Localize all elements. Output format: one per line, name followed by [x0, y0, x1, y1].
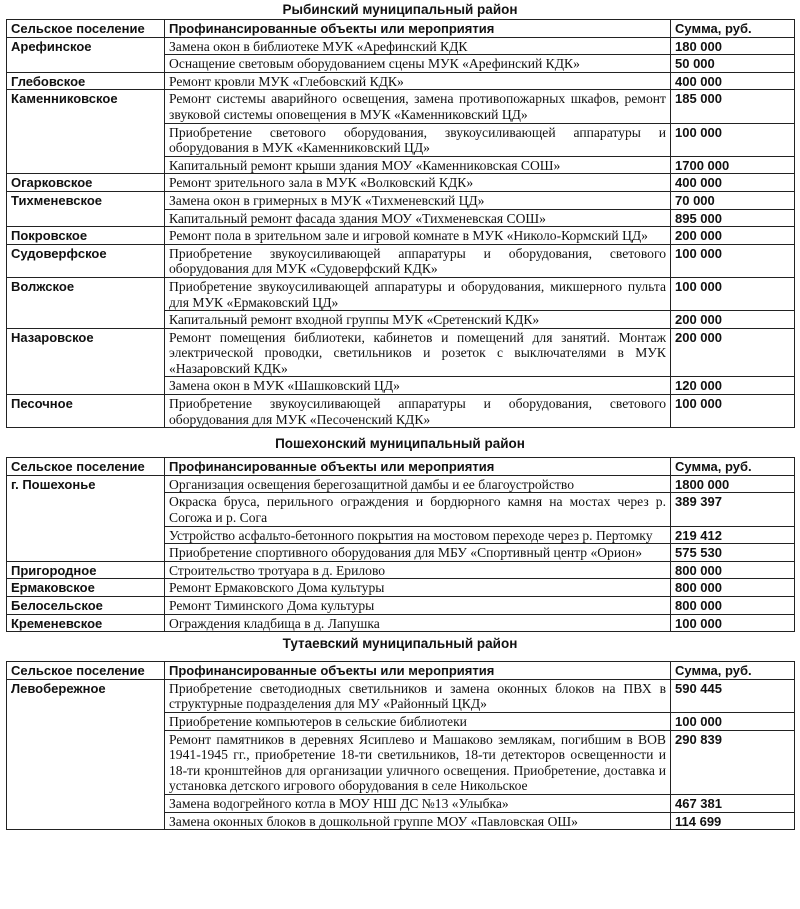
settlement-cell: [7, 730, 165, 794]
section-title-rybinsk: Рыбинский муниципальный район: [282, 2, 518, 17]
settlement-cell: [7, 544, 165, 562]
table-row: [7, 377, 795, 395]
table-row: [7, 311, 795, 329]
settlement-cell: [7, 794, 165, 812]
table-row: [7, 614, 795, 632]
table-row: [7, 244, 795, 277]
amount-cell: 1800 000: [671, 475, 795, 493]
settlement-cell: [7, 55, 165, 73]
amount-cell: 200 000: [671, 227, 795, 245]
amount-cell: 70 000: [671, 191, 795, 209]
amount-cell: 100 000: [671, 395, 795, 428]
table-row: [7, 156, 795, 174]
settlement-cell: Огарковское: [7, 174, 165, 192]
table-row: [7, 794, 795, 812]
settlement-cell: Волжское: [7, 277, 165, 310]
table-row: [7, 561, 795, 579]
amount-cell: 100 000: [671, 244, 795, 277]
table-header-row: [7, 662, 795, 680]
table-header-row: [7, 458, 795, 476]
table-row: [7, 174, 795, 192]
settlement-cell: Ермаковское: [7, 579, 165, 597]
activity-cell: Организация освещения берегозащитной дамбы и ее благоустройство: [165, 475, 671, 493]
table-row: [7, 475, 795, 493]
settlement-cell: [7, 156, 165, 174]
table-row: [7, 90, 795, 123]
activity-cell: Приобретение звукоусиливающей аппаратуры и оборудования, светового оборудования для МУК «Судоверфский КДК»: [165, 244, 671, 277]
settlement-cell: Судоверфское: [7, 244, 165, 277]
section-title-poshekhonye: Пошехонский муниципальный район: [275, 436, 525, 452]
settlement-cell: [7, 123, 165, 156]
table-row: [7, 55, 795, 73]
amount-cell: 200 000: [671, 328, 795, 377]
table-poshekhonye: [6, 457, 795, 632]
header-amount: Сумма, руб.: [671, 458, 795, 476]
activity-cell: Окраска бруса, перильного ограждения и бордюрного камня на мостах через р. Согожа и р. Сога: [165, 493, 671, 526]
activity-cell: Приобретение звукоусиливающей аппаратуры и оборудования, светового оборудования для МУК «Песоченский КДК»: [165, 395, 671, 428]
header-settlement: Сельское поселение: [7, 662, 165, 680]
settlement-cell: Покровское: [7, 227, 165, 245]
amount-cell: 114 699: [671, 812, 795, 830]
header-settlement: Сельское поселение: [7, 20, 165, 38]
settlement-cell: г. Пошехонье: [7, 475, 165, 493]
table-row: [7, 277, 795, 310]
table-row: [7, 597, 795, 615]
activity-cell: Капитальный ремонт крыши здания МОУ «Каменниковская СОШ»: [165, 156, 671, 174]
amount-cell: 200 000: [671, 311, 795, 329]
activity-cell: Ремонт пола в зрительном зале и игровой комнате в МУК «Николо-Кормский ЦД»: [165, 227, 671, 245]
activity-cell: Ремонт зрительного зала в МУК «Волковский КДК»: [165, 174, 671, 192]
header-activities: Профинансированные объекты или мероприятия: [165, 662, 671, 680]
amount-cell: 800 000: [671, 579, 795, 597]
activity-cell: Ремонт помещения библиотеки, кабинетов и помещений для занятий. Монтаж электрической проводки, светильников и розеток с выключателями в МУК «Назаровский КДК»: [165, 328, 671, 377]
amount-cell: 185 000: [671, 90, 795, 123]
table-row: [7, 730, 795, 794]
amount-cell: 290 839: [671, 730, 795, 794]
amount-cell: 180 000: [671, 37, 795, 55]
amount-cell: 219 412: [671, 526, 795, 544]
table-row: [7, 37, 795, 55]
table-row: [7, 579, 795, 597]
amount-cell: 800 000: [671, 561, 795, 579]
activity-cell: Ремонт Тиминского Дома культуры: [165, 597, 671, 615]
amount-cell: 100 000: [671, 712, 795, 730]
settlement-cell: Назаровское: [7, 328, 165, 377]
amount-cell: 400 000: [671, 72, 795, 90]
amount-cell: 575 530: [671, 544, 795, 562]
activity-cell: Капитальный ремонт входной группы МУК «Сретенский КДК»: [165, 311, 671, 329]
settlement-cell: Каменниковское: [7, 90, 165, 123]
activity-cell: Замена окон в библиотеке МУК «Арефинский КДК: [165, 37, 671, 55]
table-row: [7, 493, 795, 526]
activity-cell: Ремонт кровли МУК «Глебовский КДК»: [165, 72, 671, 90]
settlement-cell: Кременевское: [7, 614, 165, 632]
activity-cell: Ограждения кладбища в д. Лапушка: [165, 614, 671, 632]
table-row: [7, 209, 795, 227]
settlement-cell: [7, 812, 165, 830]
settlement-cell: [7, 526, 165, 544]
activity-cell: Приобретение светодиодных светильников и замена оконных блоков на ПВХ в структурные подразделения для МУ «Районный ЦКД»: [165, 679, 671, 712]
table-row: [7, 72, 795, 90]
amount-cell: 120 000: [671, 377, 795, 395]
settlement-cell: [7, 493, 165, 526]
activity-cell: Ремонт системы аварийного освещения, замена противопожарных шкафов, ремонт звуковой системы оповещения в МУК «Каменниковский ЦД»: [165, 90, 671, 123]
table-header-row: [7, 20, 795, 38]
amount-cell: 590 445: [671, 679, 795, 712]
table-row: [7, 526, 795, 544]
amount-cell: 100 000: [671, 123, 795, 156]
table-row: [7, 544, 795, 562]
settlement-cell: Белосельское: [7, 597, 165, 615]
activity-cell: Замена оконных блоков в дошкольной группе МОУ «Павловская ОШ»: [165, 812, 671, 830]
table-row: [7, 812, 795, 830]
table-tutaev: [6, 661, 795, 830]
amount-cell: 389 397: [671, 493, 795, 526]
settlement-cell: [7, 712, 165, 730]
settlement-cell: [7, 209, 165, 227]
activity-cell: Приобретение компьютеров в сельские библиотеки: [165, 712, 671, 730]
activity-cell: Устройство асфальто-бетонного покрытия на мостовом переходе через р. Пертомку: [165, 526, 671, 544]
table-row: [7, 227, 795, 245]
activity-cell: Капитальный ремонт фасада здания МОУ «Тихменевская СОШ»: [165, 209, 671, 227]
table-rybinsk: [6, 19, 795, 428]
amount-cell: 50 000: [671, 55, 795, 73]
header-amount: Сумма, руб.: [671, 662, 795, 680]
activity-cell: Строительство тротуара в д. Ерилово: [165, 561, 671, 579]
activity-cell: Замена окон в гримерных в МУК «Тихменевский ЦД»: [165, 191, 671, 209]
settlement-cell: Арефинское: [7, 37, 165, 55]
document-page: [6, 0, 794, 830]
activity-cell: Ремонт Ермаковского Дома культуры: [165, 579, 671, 597]
amount-cell: 1700 000: [671, 156, 795, 174]
table-row: [7, 395, 795, 428]
amount-cell: 100 000: [671, 277, 795, 310]
activity-cell: Оснащение световым оборудованием сцены МУК «Арефинский КДК»: [165, 55, 671, 73]
settlement-cell: Пригородное: [7, 561, 165, 579]
table-row: [7, 191, 795, 209]
table-row: [7, 123, 795, 156]
activity-cell: Приобретение светового оборудования, звукоусиливающей аппаратуры и оборудования в МУК «Каменниковский ЦД»: [165, 123, 671, 156]
section-title-tutaev: Тутаевский муниципальный район: [282, 636, 518, 652]
amount-cell: 400 000: [671, 174, 795, 192]
amount-cell: 100 000: [671, 614, 795, 632]
header-amount: Сумма, руб.: [671, 20, 795, 38]
header-settlement: Сельское поселение: [7, 458, 165, 476]
table-row: [7, 712, 795, 730]
header-activities: Профинансированные объекты или мероприятия: [165, 458, 671, 476]
settlement-cell: Песочное: [7, 395, 165, 428]
activity-cell: Приобретение спортивного оборудования для МБУ «Спортивный центр «Орион»: [165, 544, 671, 562]
settlement-cell: Глебовское: [7, 72, 165, 90]
amount-cell: 467 381: [671, 794, 795, 812]
settlement-cell: [7, 311, 165, 329]
activity-cell: Приобретение звукоусиливающей аппаратуры и оборудования, микшерного пульта для МУК «Ермаковский ЦД»: [165, 277, 671, 310]
activity-cell: Ремонт памятников в деревнях Ясиплево и Машаково землякам, погибшим в ВОВ 1941-1945 гг., приобретение 18-ти светильников, 18-ти детекторов освещенности и 18-ти кронштейнов для организации уличного освещения. Приобретение, доставка и установка детского игрового оборудования в селе Никольское: [165, 730, 671, 794]
table-row: [7, 679, 795, 712]
amount-cell: 895 000: [671, 209, 795, 227]
settlement-cell: [7, 377, 165, 395]
activity-cell: Замена водогрейного котла в МОУ НШ ДС №13 «Улыбка»: [165, 794, 671, 812]
settlement-cell: Тихменевское: [7, 191, 165, 209]
header-activities: Профинансированные объекты или мероприятия: [165, 20, 671, 38]
amount-cell: 800 000: [671, 597, 795, 615]
settlement-cell: Левобережное: [7, 679, 165, 712]
activity-cell: Замена окон в МУК «Шашковский ЦД»: [165, 377, 671, 395]
table-row: [7, 328, 795, 377]
